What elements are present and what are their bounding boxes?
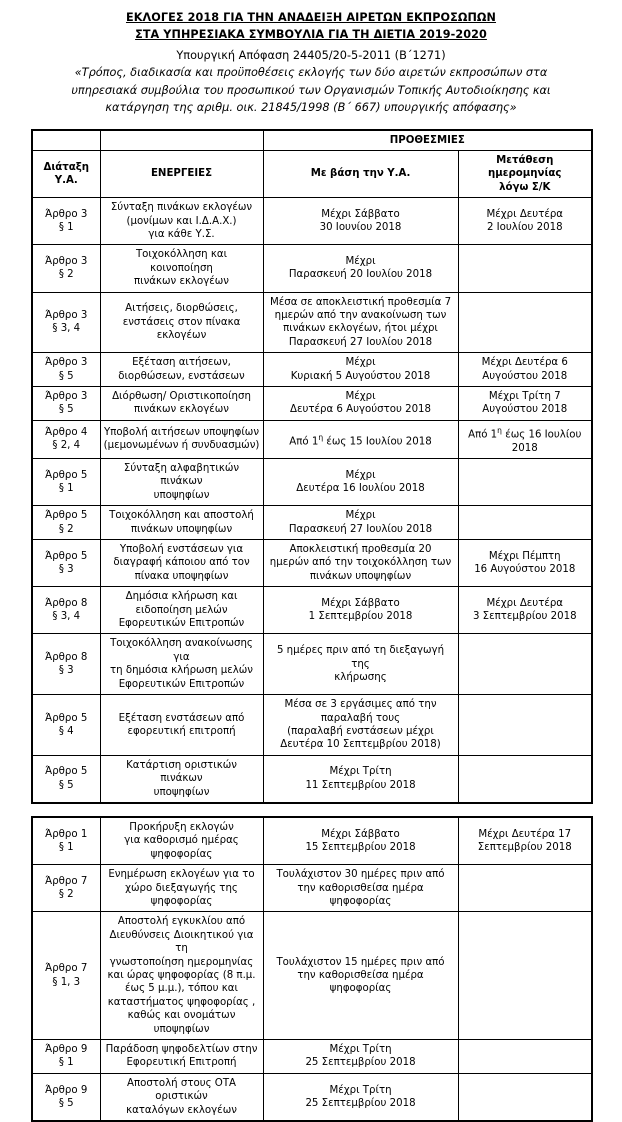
table-row (32, 695, 592, 756)
table-row (32, 420, 592, 458)
cell-action: Κατάρτιση οριστικών πινάκων υποψηφίων (100, 755, 263, 803)
cell-action: Υποβολή ενστάσεων για διαγραφή κάποιου από τον πίνακα υποψηφίων (100, 540, 263, 587)
cell-provision (32, 865, 100, 912)
schedule-table-section-1 (31, 129, 593, 804)
cell-provision (32, 353, 100, 387)
provision-paragraph: § 2, 4 (52, 440, 81, 452)
table-row (32, 459, 592, 506)
cell-date-shift: Μέχρι Δευτέρα 17 Σεπτεμβρίου 2018 (458, 817, 592, 865)
cell-date-shift (458, 506, 592, 540)
table-row (32, 634, 592, 695)
ordinal-superscript: η (318, 432, 324, 442)
cell-provision (32, 1040, 100, 1074)
provision-article: Άρθρο 3 (45, 256, 88, 268)
provision-paragraph: § 3, 4 (52, 611, 81, 623)
column-header-deadline-by-decision: Με βάση την Υ.Α. (263, 150, 458, 197)
cell-deadline: Τουλάχιστον 15 ημέρες πριν από την καθορισθείσα ημέρα ψηφοφορίας (263, 912, 458, 1040)
schedule-table-section-2 (31, 816, 593, 1122)
provision-article: Άρθρο 1 (45, 828, 88, 840)
provision-article: Άρθρο 3 (45, 391, 88, 402)
cell-deadline: Τουλάχιστον 30 ημέρες πριν από την καθορισθείσα ημέρα ψηφοφορίας (263, 865, 458, 912)
table-row (32, 865, 592, 912)
cell-date-shift (458, 912, 592, 1040)
cell-action: Αιτήσεις, διορθώσεις, ενστάσεις στον πίνακα εκλογέων (100, 292, 263, 353)
provision-paragraph: § 3 (58, 564, 74, 576)
cell-deadline: Από $1^\eta$ έως 15 Ιουλίου 2018 (263, 420, 458, 458)
cell-date-shift: Μέχρι Δευτέρα 2 Ιουλίου 2018 (458, 198, 592, 245)
cell-action: Εξέταση αιτήσεων, διορθώσεων, ενστάσεων (100, 353, 263, 387)
cell-provision (32, 420, 100, 458)
cell-provision (32, 634, 100, 695)
cell-provision (32, 506, 100, 540)
cell-deadline: 5 ημέρες πριν από τη διεξαγωγή της κλήρωσης (263, 634, 458, 695)
cell-action: Τοιχοκόλληση και κοινοποίηση πινάκων εκλογέων (100, 245, 263, 292)
quote-line-1: «Τρόπος, διαδικασία και προϋποθέσεις εκλογής των δύο αιρετών εκπροσώπων στα (74, 66, 548, 79)
cell-action: Υποβολή αιτήσεων υποψηφίων (μεμονωμένων ή συνδυασμών) (100, 420, 263, 458)
table-section-gap (0, 804, 622, 816)
cell-date-shift (458, 459, 592, 506)
page-title-line-1: ΕΚΛΟΓΕΣ 2018 ΓΙΑ ΤΗΝ ΑΝΑΔΕΙΞΗ ΑΙΡΕΤΩΝ ΕΚΠΡΟΣΩΠΩΝ (125, 11, 497, 24)
column-header-provision-line-2: Υ.Α. (54, 175, 78, 187)
table-row (32, 1073, 592, 1121)
cell-provision (32, 459, 100, 506)
provision-paragraph: § 3 (58, 665, 74, 677)
cell-date-shift (458, 634, 592, 695)
empty-corner-cell-2 (100, 130, 263, 151)
table-row (32, 506, 592, 540)
cell-date-shift (458, 245, 592, 292)
table-row (32, 387, 592, 421)
cell-deadline: Μέχρι Σάββατο 1 Σεπτεμβρίου 2018 (263, 587, 458, 634)
cell-action: Ενημέρωση εκλογέων για το χώρο διεξαγωγής της ψηφοφορίας (100, 865, 263, 912)
cell-action: Σύνταξη πινάκων εκλογέων (μονίμων και Ι.Δ.Α.Χ.) για κάθε Υ.Σ. (100, 198, 263, 245)
cell-date-shift: Μέχρι Δευτέρα 3 Σεπτεμβρίου 2018 (458, 587, 592, 634)
provision-article: Άρθρο 5 (45, 469, 88, 481)
provision-paragraph: § 2 (58, 523, 74, 535)
cell-action: Δημόσια κλήρωση και ειδοποίηση μελών Εφορευτικών Επιτροπών (100, 587, 263, 634)
table-column-header-row (32, 150, 592, 197)
cell-deadline: Αποκλειστική προθεσμία 20 ημερών από την τοιχοκόλληση των πινάκων υποψηφίων (263, 540, 458, 587)
cell-date-shift: Μέχρι Δευτέρα 6 Αυγούστου 2018 (458, 353, 592, 387)
column-header-date-shift-line-2: ημερομηνίας (488, 168, 562, 180)
provision-paragraph: § 3, 4 (52, 323, 81, 335)
cell-date-shift (458, 292, 592, 353)
cell-action: Σύνταξη αλφαβητικών πινάκων υποψηφίων (100, 459, 263, 506)
provision-paragraph: § 5 (58, 404, 74, 416)
provision-article: Άρθρο 7 (45, 875, 88, 887)
provision-article: Άρθρο 5 (45, 766, 88, 778)
cell-deadline: Μέχρι Τρίτη 25 Σεπτεμβρίου 2018 (263, 1073, 458, 1121)
provision-paragraph: § 1, 3 (52, 976, 81, 988)
document-header (0, 0, 622, 117)
cell-action: Προκήρυξη εκλογών για καθορισμό ημέρας ψηφοφορίας (100, 817, 263, 865)
cell-provision (32, 198, 100, 245)
cell-action: Διόρθωση/ Οριστικοποίηση πινάκων εκλογέων (100, 387, 263, 421)
table-body-section-2 (32, 817, 592, 1121)
provision-article: Άρθρο 7 (45, 963, 88, 975)
cell-provision (32, 292, 100, 353)
ministerial-decision-reference: Υπουργική Απόφαση 24405/20-5-2011 (Β΄1271) (176, 49, 446, 62)
provision-paragraph: § 1 (58, 483, 74, 495)
provision-paragraph: § 2 (58, 269, 74, 281)
cell-action: Τοιχοκόλληση και αποστολή πινάκων υποψηφίων (100, 506, 263, 540)
table-head (32, 130, 592, 198)
provision-article: Άρθρο 8 (45, 651, 88, 663)
cell-deadline: Μέχρι Δευτέρα 6 Αυγούστου 2018 (263, 387, 458, 421)
table-row (32, 292, 592, 353)
table-body-section-1 (32, 198, 592, 803)
provision-article: Άρθρο 5 (45, 550, 88, 562)
column-header-date-shift-line-3: λόγω Σ/Κ (499, 181, 551, 193)
table-row (32, 912, 592, 1040)
cell-date-shift: Μέχρι Τρίτη 7 Αυγούστου 2018 (458, 387, 592, 421)
table-group-header-row (32, 130, 592, 151)
cell-deadline: Μέχρι Τρίτη 25 Σεπτεμβρίου 2018 (263, 1040, 458, 1074)
provision-article: Άρθρο 5 (45, 510, 88, 522)
cell-provision (32, 245, 100, 292)
column-header-date-shift-line-1: Μετάθεση (496, 154, 554, 166)
decision-title-quote (0, 64, 622, 117)
cell-date-shift (458, 755, 592, 803)
cell-date-shift: Μέχρι Πέμπτη 16 Αυγούστου 2018 (458, 540, 592, 587)
table-row (32, 245, 592, 292)
cell-deadline: Μέχρι Σάββατο 30 Ιουνίου 2018 (263, 198, 458, 245)
provision-article: Άρθρο 3 (45, 309, 88, 321)
provision-article: Άρθρο 4 (45, 427, 88, 438)
provision-paragraph: § 4 (58, 725, 74, 737)
provision-paragraph: § 2 (58, 889, 74, 901)
provision-article: Άρθρο 9 (45, 1044, 88, 1056)
cell-provision (32, 1073, 100, 1121)
cell-date-shift (458, 1073, 592, 1121)
cell-deadline: Μέχρι Σάββατο 15 Σεπτεμβρίου 2018 (263, 817, 458, 865)
cell-action: Τοιχοκόλληση ανακοίνωσης για τη δημόσια κλήρωση μελών Εφορευτικών Επιτροπών (100, 634, 263, 695)
cell-date-shift (458, 1040, 592, 1074)
cell-deadline: Μέχρι Παρασκευή 27 Ιουλίου 2018 (263, 506, 458, 540)
table-row (32, 1040, 592, 1074)
column-header-date-shift (458, 150, 592, 197)
cell-deadline: Μέχρι Τρίτη 11 Σεπτεμβρίου 2018 (263, 755, 458, 803)
quote-line-2: υπηρεσιακά συμβούλια του προσωπικού των Οργανισμών Τοπικής Αυτοδιοίκησης και (71, 83, 551, 97)
schedule-table-section-2-wrapper (31, 816, 591, 1122)
table-row (32, 198, 592, 245)
table-row (32, 353, 592, 387)
cell-provision (32, 755, 100, 803)
column-header-actions: ΕΝΕΡΓΕΙΕΣ (100, 150, 263, 197)
provision-paragraph: § 1 (58, 222, 74, 234)
column-header-provision-line-1: Διάταξη (43, 161, 90, 173)
provision-paragraph: § 1 (58, 842, 74, 854)
cell-action: Αποστολή στους ΟΤΑ οριστικών καταλόγων εκλογέων (100, 1073, 263, 1121)
provision-paragraph: § 1 (58, 1057, 74, 1069)
column-header-provision (32, 150, 100, 197)
cell-deadline: Μέσα σε 3 εργάσιμες από την παραλαβή τους (παραλαβή ενστάσεων μέχρι Δευτέρα 10 Σεπτεμβρίου 2018) (263, 695, 458, 756)
cell-deadline: Μέχρι Κυριακή 5 Αυγούστου 2018 (263, 353, 458, 387)
cell-action: Αποστολή εγκυκλίου από Διευθύνσεις Διοικητικού για τη γνωστοποίηση ημερομηνίας και ώρας ψηφοφορίας (8 π.μ. έως 5 μ.μ.), τόπου και καταστήματος ψηφοφορίας , καθώς και ονομάτων υποψηφίων (100, 912, 263, 1040)
cell-provision (32, 387, 100, 421)
provision-article: Άρθρο 5 (45, 712, 88, 724)
provision-article: Άρθρο 9 (45, 1084, 88, 1096)
provision-article: Άρθρο 8 (45, 597, 88, 609)
table-row (32, 817, 592, 865)
cell-deadline: Μέχρι Δευτέρα 16 Ιουλίου 2018 (263, 459, 458, 506)
table-row (32, 587, 592, 634)
cell-date-shift: Από $1^\eta$ έως 16 Ιουλίου 2018 (458, 420, 592, 458)
ordinal-superscript: η (497, 425, 502, 435)
cell-provision (32, 695, 100, 756)
empty-corner-cell-1 (32, 130, 100, 151)
cell-provision (32, 912, 100, 1040)
cell-date-shift (458, 865, 592, 912)
cell-action: Εξέταση ενστάσεων από εφορευτική επιτροπή (100, 695, 263, 756)
cell-deadline: Μέσα σε αποκλειστική προθεσμία 7 ημερών από την ανακοίνωση των πινάκων εκλογέων, ήτοι μέχρι Παρασκευή 27 Ιουλίου 2018 (263, 292, 458, 353)
page-title-line-2: ΣΤΑ ΥΠΗΡΕΣΙΑΚΑ ΣΥΜΒΟΥΛΙΑ ΓΙΑ ΤΗ ΔΙΕΤΙΑ 2019-2020 (135, 28, 487, 41)
provision-paragraph: § 5 (58, 1097, 74, 1109)
schedule-table-section-1-wrapper (31, 129, 591, 804)
table-row (32, 755, 592, 803)
column-group-header-deadlines: ΠΡΟΘΕΣΜΙΕΣ (263, 130, 592, 151)
cell-provision (32, 817, 100, 865)
provision-article: Άρθρο 3 (45, 208, 88, 220)
provision-article: Άρθρο 3 (45, 357, 88, 369)
cell-deadline: Μέχρι Παρασκευή 20 Ιουλίου 2018 (263, 245, 458, 292)
provision-paragraph: § 5 (58, 370, 74, 382)
provision-paragraph: § 5 (58, 779, 74, 791)
table-row (32, 540, 592, 587)
cell-provision (32, 540, 100, 587)
quote-line-3: κατάργηση της αριθμ. οικ. 21845/1998 (Β΄ 667) υπουργικής απόφασης» (105, 101, 517, 114)
cell-date-shift (458, 695, 592, 756)
cell-provision (32, 587, 100, 634)
cell-action: Παράδοση ψηφοδελτίων στην Εφορευτική Επιτροπή (100, 1040, 263, 1074)
